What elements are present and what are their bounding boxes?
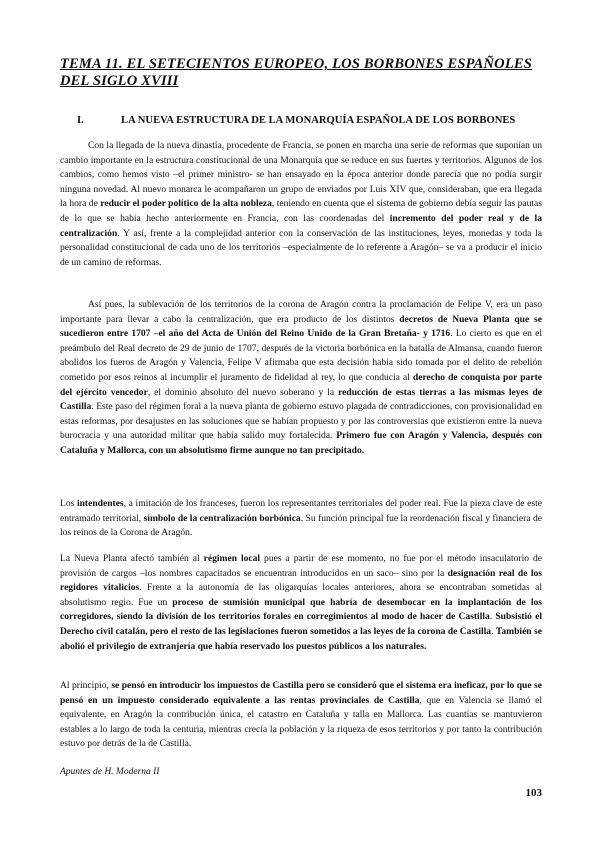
chapter-title: TEMA 11. EL SETECIENTOS EUROPEO, LOS BORBONES ESPAÑOLES DEL SIGLO XVIII — [60, 56, 533, 89]
bold-text-run: designación real de los regidores vitalicios — [60, 567, 543, 594]
bold-text-run: reducir el poder político de la alta nobleza — [100, 198, 272, 210]
paragraph-1 — [60, 139, 542, 270]
text-run: . — [489, 611, 496, 623]
page-number: 103 — [525, 787, 542, 799]
text-run: , teniendo en cuenta que el sistema de gobierno debía seguir las pautas de lo que se había hecho anteriormente en Francia, con las coordenadas del — [60, 198, 542, 224]
text-run: . Su función principal fue la reordenación fiscal y financiera de los reinos de la Corona de Aragón. — [60, 512, 542, 539]
text-run: , a imitación de los franceses, fueron los representantes territoriales del poder real. Fue la pieza clave de este entramado territorial, — [60, 498, 542, 524]
text-run: Así pues, la sublevación de los territorios de la corona de Aragón contra la proclamación de Felipe V, era un paso importante para llevar a cabo la centralización, que era producto de los distintos — [60, 299, 542, 325]
bold-text-run: se pensó en introducir los impuestos de Castilla pero se consideró que el sistema era ineficaz, por lo que se pensó en un impuesto considerado equivalente a las rentas provinciales de Castilla — [60, 680, 542, 706]
bold-text-run: régimen local — [203, 553, 261, 564]
text-run: . Y así, frente a la complejidad anterior con la conservación de las instituciones, leyes, monedas y toda la personalidad constitucional de cada uno de los territorios –especialmente de lo referente a Aragón– se va a producir el inicio de un camino de reformas. — [60, 227, 542, 268]
text-run: . Este paso del régimen foral a la nueva planta de gobierno estuvo plagada de contradicciones, con provisionalidad en estas reformas, por desajustes en las soluciones que se habían propuesto y por las controversias que existieron entre la nueva burocracia y una autoridad militar que había salido muy fortalecida. — [60, 401, 542, 442]
paragraph-5 — [60, 679, 542, 752]
section-title: LA NUEVA ESTRUCTURA DE LA MONARQUÍA ESPAÑOLA DE LOS BORBONES — [121, 115, 516, 126]
bold-text-run: Primero fue con Aragón y Valencia, después con Cataluña y Mallorca, con un absolutismo firme aunque no tan precipitado. — [60, 430, 542, 456]
bold-text-run: proceso de sumisión municipal que habría de desembocar en la implantación de los corregidores, siendo la división de los territorios forales en corregimientos al modo de hacer de Castilla — [60, 596, 542, 623]
bold-text-run: intendentes — [76, 498, 124, 509]
bold-text-run: derecho de conquista por parte del ejército vencedor — [60, 371, 542, 398]
bold-text-run: decretos de Nueva Planta que se sucedieron entre 1707 –el año del Acta de Unión del Reino Unido de la Gran Bretaña- y 1716 — [60, 313, 542, 340]
text-run: , que en Valencia se llamó el equivalente, en Aragón la contribución única, el catastro en Cataluña y talla en Mallorca. Las cuantías se mantuvieron estables a lo largo de toda la centuria, mientras crecía la población y la riqueza de esos territorios y por tanto la contribución estuvo por detrás de la de Castilla. — [60, 694, 542, 750]
text-run: La Nueva Planta afectó también al — [60, 553, 204, 564]
section-heading — [60, 114, 542, 128]
footer-note: Apuntes de H. Moderna II — [60, 767, 160, 777]
paragraph-2 — [60, 298, 542, 459]
paragraph-3 — [60, 497, 542, 541]
bold-text-run: símbolo de la centralización borbónica — [143, 512, 301, 524]
text-run: . Lo cierto es que en el preámbulo del Real decreto de 29 de junio de 1707, después de la victoria borbónica en la batalla de Almansa, cuando fueron abolidos los fueros de Aragón y Valencia, Felipe V afirmaba que esta decisión había sido tomada por el delito de rebelión cometido por esos reinos al incumplir el juramento de fidelidad al rey, lo que conducía al — [60, 328, 542, 383]
section-number: I. — [77, 115, 84, 126]
paragraph-4 — [60, 552, 542, 654]
text-run: Con la llegada de la nueva dinastía, procedente de Francia, se ponen en marcha una serie de reformas que suponían un cambio importante en la estructura constitucional de una Monarquía que se reduce en sus fuertes y territorios. Algunos de los cambios, como hemos visto –el primer ministro- se han ensayado en la época anterior donde parecía que no podía surgir ninguna novedad. Al nuevo monarca le acompañaron un grupo de enviados por Luis XIV que, consideraban, que era llegada la hora de — [60, 140, 542, 210]
bold-text-run: Subsistió el Derecho civil catalán, pero el resto de las legislaciones fueron sometidos a las leyes de la corona de Castilla — [60, 611, 542, 637]
text-run: , el dominio absoluto del nuevo soberano y la — [147, 386, 339, 398]
bold-text-run: También se abolió el privilegio de extranjería que había reservado los puestos públicos a los naturales. — [60, 625, 542, 652]
text-run: Al principio, — [60, 680, 112, 691]
bold-text-run: reducción de estas tierras a las mismas leyes de Castilla — [60, 386, 542, 413]
text-run: pues a partir de ese momento, no fue por el método insaculatorio de provisión de cargos –los nombres capacitados se encuentran introducidos en un saco– sino por la — [60, 553, 542, 579]
text-run: Los — [60, 498, 77, 509]
text-run: . — [491, 625, 496, 637]
bold-text-run: incremento del poder real y de la centralización — [60, 212, 542, 239]
text-run: . Frente a la autonomía de las oligarquías locales anteriores, ahora se encontraban sometidas al absolutismo regio. Fue un — [60, 582, 543, 608]
